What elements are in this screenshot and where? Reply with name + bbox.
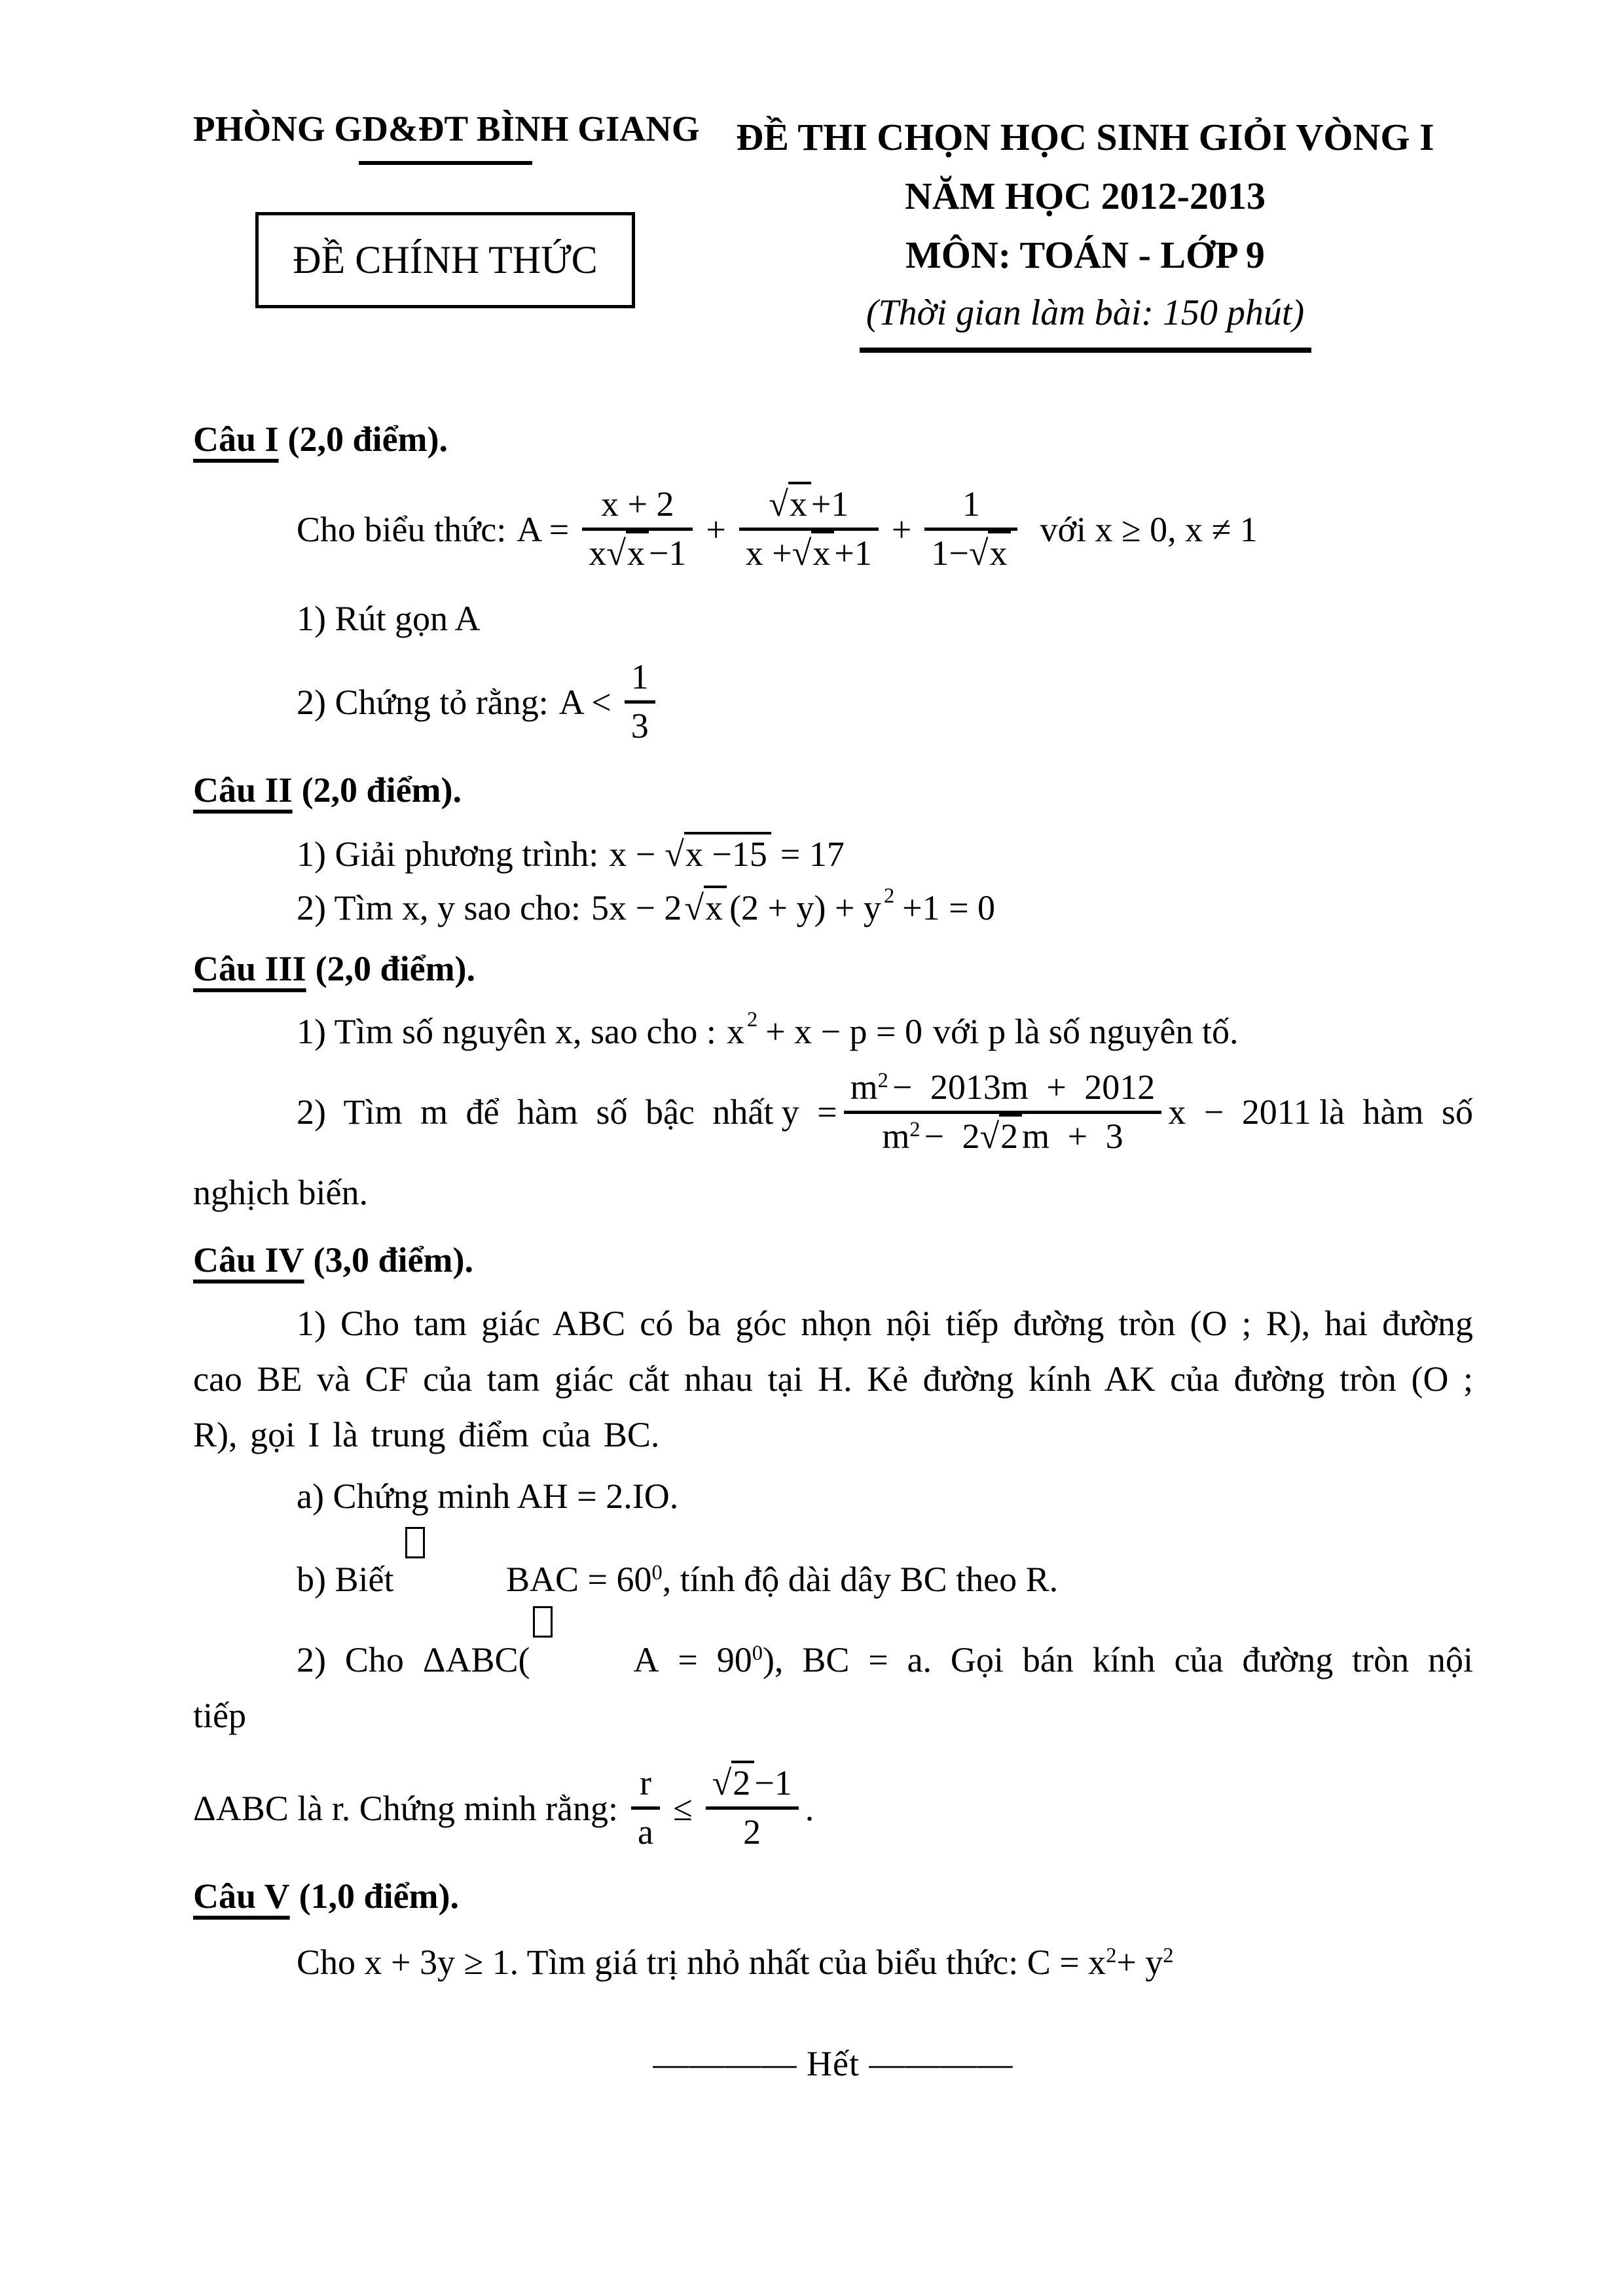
sqrt-sign: √	[769, 484, 788, 524]
cau1-heading	[193, 413, 1473, 466]
end-dot: .	[805, 1788, 814, 1828]
fraction-2-num	[739, 482, 879, 528]
cau1-formula-line	[193, 482, 1473, 577]
header-left	[193, 108, 700, 308]
sqrt-sign: √	[979, 1116, 1000, 1156]
fraction-1-den	[582, 531, 693, 577]
cau1-item2-lhs: A <	[558, 682, 611, 722]
cau4-p2-eq: = 90	[678, 1640, 752, 1679]
le-op: ≤	[672, 1788, 693, 1828]
cau4-heading	[193, 1234, 1473, 1287]
time-limit: (Thời gian làm bài: 150 phút)	[866, 292, 1305, 333]
cau3-item2-tail: là hàm số	[1319, 1092, 1473, 1132]
cau1-item1: 1) Rút gọn A	[297, 599, 481, 639]
sqrt-expr	[980, 1114, 1023, 1156]
den-exponent: 2	[909, 1118, 921, 1142]
eq2-mid: (2 + y) + y	[729, 888, 881, 927]
sqrt-expr	[606, 531, 649, 573]
angle-A	[530, 1632, 659, 1688]
footer	[193, 2037, 1473, 2090]
fraction-2-den	[739, 531, 879, 577]
cau3-item1-label: 1) Tìm số nguyên x, sao cho :	[297, 1011, 716, 1051]
sqrt-expr	[969, 531, 1012, 573]
section-cau4	[193, 1234, 1473, 1856]
section-cau1	[193, 413, 1473, 749]
f2-num-post: +1	[811, 484, 849, 524]
official-exam-label: ĐỀ CHÍNH THỨC	[293, 238, 598, 281]
radicand: 2	[731, 1761, 754, 1803]
cau2-item2-label: 2) Tìm x, y sao cho:	[297, 888, 581, 927]
cau3-function	[782, 1065, 1311, 1160]
radicand: x	[988, 531, 1011, 573]
c-exponent-1: 2	[1106, 1944, 1117, 1968]
header-right	[697, 108, 1473, 353]
fraction-3-den	[924, 531, 1017, 577]
den-3: 3	[630, 706, 649, 746]
cau4-p2-cont: ΔABC là r. Chứng minh rằng:	[193, 1788, 618, 1828]
eq1-base: x	[726, 1011, 744, 1051]
cau4-item2-line1	[193, 1632, 1473, 1744]
cau1-title: Câu I	[193, 420, 279, 459]
cau1-item2	[193, 655, 1473, 749]
num-base: m	[850, 1067, 878, 1107]
angle-letter: A	[633, 1640, 659, 1679]
rhs-den: 2	[743, 1812, 761, 1852]
fraction-3	[924, 482, 1017, 577]
rhs-fraction	[706, 1761, 799, 1856]
eq2-post: +1 = 0	[902, 888, 996, 927]
cau4-p2-post: ), BC = a. Gọi bán kính của đường tròn nội tiếp	[193, 1640, 1473, 1735]
sqrt-sign: √	[606, 533, 626, 573]
cau5-heading	[193, 1870, 1473, 1923]
header	[193, 108, 1473, 353]
eq1-post: + x − p = 0	[765, 1011, 923, 1051]
cau3-item2-label: 2) Tìm m để hàm số bậc nhất	[297, 1092, 774, 1132]
eq1-pre: x −	[609, 834, 656, 874]
cau4-item-b-eq: = 60	[587, 1559, 652, 1599]
cau3-item1	[193, 1008, 1473, 1052]
org-underline	[359, 161, 532, 165]
c-base: C = x	[1027, 1943, 1106, 1982]
org-name: PHÒNG GD&ĐT BÌNH GIANG	[193, 109, 700, 149]
cau2-item1-label: 1) Giải phương trình:	[297, 834, 599, 874]
sqrt-expr	[769, 482, 811, 524]
r-num: r	[639, 1763, 651, 1803]
cau4-paragraph1: 1) Cho tam giác ABC có ba góc nhọn nội tiếp đường tròn (O ; R), hai đường cao BE và CF của tam giác cắt nhau tại H. Kẻ đường kính AK của đường tròn (O ; R), gọi I là trung điểm của BC.	[193, 1303, 1473, 1455]
m-fraction	[844, 1065, 1162, 1160]
num-rest: − 2013m + 2012	[892, 1067, 1156, 1107]
den-base: m	[882, 1116, 910, 1156]
cau5-line-pre: Cho x + 3y ≥ 1. Tìm giá trị nhỏ nhất của biểu thức:	[297, 1943, 1019, 1982]
cau2-eq2: 5x − 2 √x (2 + y) + y 2 +1 = 0	[591, 884, 996, 927]
sqrt-expr	[712, 1761, 755, 1803]
cau3-points: (2,0 điểm).	[315, 948, 476, 988]
cau1-condition: với x ≥ 0, x ≠ 1	[1040, 509, 1258, 549]
angle-BAC	[403, 1553, 579, 1606]
time-underline	[860, 348, 1311, 353]
cau2-item1	[193, 834, 1473, 874]
sqrt-expr	[684, 888, 727, 928]
fraction-2	[739, 482, 879, 577]
sqrt-sign: √	[712, 1763, 732, 1803]
cau3-item2-cont: nghịch biến.	[193, 1172, 368, 1212]
cau5-expr	[1027, 1943, 1174, 1982]
eq2-pre: 5x − 2	[591, 888, 682, 927]
sqrt-sign: √	[665, 834, 684, 874]
cau3-heading	[193, 942, 1473, 996]
sqrt-sign: √	[968, 533, 989, 573]
c-mid: + y	[1116, 1943, 1163, 1982]
m-fraction-num	[844, 1065, 1162, 1111]
official-exam-box	[255, 212, 634, 308]
subject-grade: MÔN: TOÁN - LỚP 9	[905, 233, 1265, 276]
sqrt-sign: √	[792, 533, 812, 573]
cau3-item1-tail: với p là số nguyên tố.	[933, 1011, 1239, 1051]
degree-exponent: 0	[651, 1560, 663, 1585]
f3-den-pre: 1−	[931, 533, 969, 573]
cau1-points: (2,0 điểm).	[287, 420, 448, 459]
cau4-item-b	[193, 1553, 1473, 1606]
cau3-item2	[193, 1065, 1473, 1160]
r-den: a	[637, 1812, 653, 1852]
document-body	[193, 413, 1473, 2090]
radicand: x −15	[684, 832, 771, 874]
radicand: x	[811, 531, 834, 573]
radicand: x	[704, 886, 727, 927]
cau4-item-a: a) Chứng minh AH = 2.IO.	[297, 1476, 679, 1516]
plus-op-1: +	[706, 509, 726, 549]
sqrt-expr	[665, 834, 771, 874]
fraction-1	[582, 482, 693, 577]
rhs-num-post: −1	[754, 1763, 792, 1803]
cau1-lhs: A =	[517, 509, 570, 549]
fraction-3-num: 1	[962, 484, 980, 524]
section-cau5	[193, 1870, 1473, 1989]
cau1-item2-label: 2) Chứng tỏ rằng:	[297, 682, 549, 722]
r-over-a-fraction	[631, 1761, 660, 1856]
exam-title: ĐỀ THI CHỌN HỌC SINH GIỎI VÒNG I	[736, 116, 1434, 158]
school-year: NĂM HỌC 2012-2013	[905, 174, 1266, 217]
cau2-item2	[193, 884, 1473, 928]
cau4-p2-pre: 2) Cho ΔABC(	[297, 1640, 530, 1679]
num-exponent: 2	[877, 1069, 888, 1093]
cau4-item-b-pre: b) Biết	[297, 1559, 394, 1599]
cau2-points: (2,0 điểm).	[301, 770, 462, 810]
sqrt-sign: √	[684, 888, 704, 927]
cau2-heading	[193, 764, 1473, 817]
y-lhs: y =	[781, 1092, 837, 1132]
sqrt-expr	[792, 531, 835, 573]
cau4-points: (3,0 điểm).	[313, 1240, 473, 1280]
f2-den-post: +1	[834, 533, 872, 573]
f1-den-pre: x	[589, 533, 607, 573]
fraction-one-third	[625, 655, 655, 749]
section-cau3	[193, 942, 1473, 1219]
f2-den-pre: x +	[745, 533, 792, 573]
cau1-intro: Cho biểu thức:	[297, 509, 507, 549]
num-1: 1	[630, 657, 649, 697]
cau3-eq1: x 2 + x − p = 0	[726, 1008, 923, 1051]
cau5-title: Câu V	[193, 1876, 290, 1916]
cau3-title: Câu III	[193, 948, 306, 988]
cau5-line	[193, 1936, 1473, 1989]
radicand: 2	[999, 1114, 1022, 1156]
cau4-title: Câu IV	[193, 1240, 304, 1280]
cau2-eq1	[609, 834, 845, 874]
cau4-item2-line2	[193, 1761, 1473, 1856]
den-rest: m + 3	[1022, 1116, 1123, 1156]
fraction-1-num: x + 2	[601, 484, 674, 524]
rhs-num	[706, 1761, 799, 1806]
tail-x: x − 2011	[1168, 1092, 1311, 1132]
section-cau2	[193, 764, 1473, 928]
den-mid: − 2	[924, 1116, 980, 1156]
f1-den-post: −1	[648, 533, 687, 573]
m-fraction-den	[844, 1114, 1162, 1160]
eq1-post: = 17	[780, 834, 845, 874]
degree-exponent-2: 0	[752, 1641, 763, 1665]
c-exponent-2: 2	[1163, 1944, 1174, 1968]
cau4-item-b-post: , tính độ dài dây BC theo R.	[662, 1559, 1059, 1599]
end-marker: ———— Hết ————	[653, 2044, 1013, 2084]
angle-letters: BAC	[505, 1559, 579, 1599]
radicand: x	[626, 531, 649, 573]
cau5-points: (1,0 điểm).	[299, 1876, 460, 1916]
radicand: x	[788, 482, 811, 524]
cau2-title: Câu II	[193, 770, 293, 810]
plus-op-2: +	[891, 509, 912, 549]
